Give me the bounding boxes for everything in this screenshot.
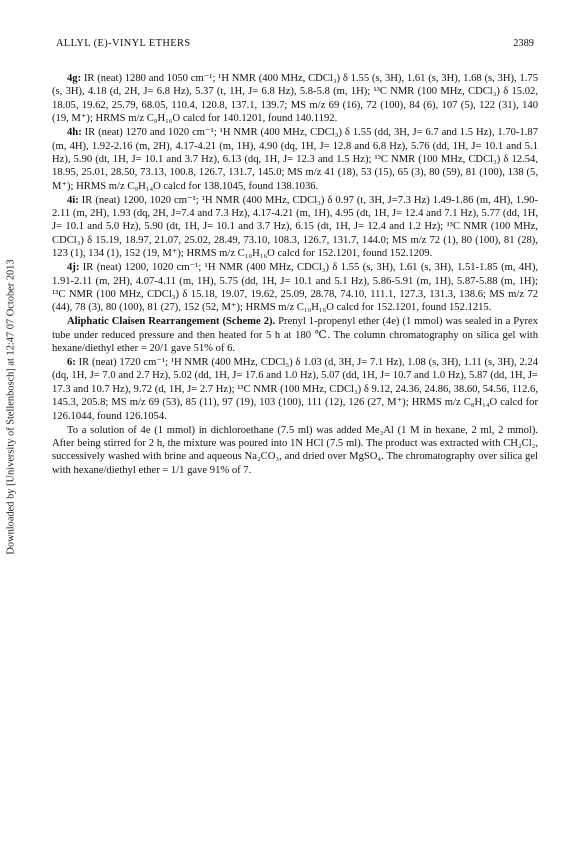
paragraph-text: Prenyl 1-propenyl ether (4e) (1 mmol) was sealed in a Pyrex tube under reduced pressure and then heated for 5 h at 180 ℃. The column chromatography on silica gel with hexane/diethyl ether = 20/1 gave 51% of 6. [52,316,538,355]
paragraph-4j [52,261,538,315]
paragraph-text: IR (neat) 1280 and 1050 cm⁻¹; ¹H NMR (400 MHz, CDCl₃) δ 1.55 (s, 3H), 1.61 (s, 3H), 1.68 (s, 3H), 1.75 (s, 3H), 4.18 (d, 2H, J= 6.8 Hz), 5.37 (t, 1H, J= 6.8 Hz), 5.8-5.8 (m, 1H); ¹³C NMR (100 MHz, CDCl₃) δ 15.02, 18.05, 19.62, 25.79, 68.05, 110.4, 120.8, 137.1, 139.7; MS m/z 69 (16), 72 (100), 84 (6), 107 (5), 122 (31), 140 (19, M⁺); HRMS m/z C₉H₁₆O calcd for 140.1201, found 140.1192. [52,73,538,125]
download-watermark-text: Downloaded by [University of Stellenbosch] at 12:47 07 October 2013 [5,259,17,555]
paragraph-4g [52,72,538,126]
paragraph-text: IR (neat) 1270 and 1020 cm⁻¹; ¹H NMR (400 MHz, CDCl₃) δ 1.55 (dd, 3H, J= 6.7 and 1.5 Hz), 1.70-1.87 (m, 4H), 1.92-2.16 (m, 2H), 4.17-4.21 (m, 1H), 4.90 (dq, 1H, J= 12.8 and 6.8 Hz), 5.76 (dd, 1H, J= 10.1 and 5.1 Hz), 5.90 (dt, 1H, J= 10.1 and 3.7 Hz), 6.13 (dq, 1H, J= 12.3 and 1.5 Hz); ¹³C NMR (100 MHz, CDCl₃) δ 12.54, 18.95, 25.01, 28.50, 73.13, 100.8, 126.7, 131.7, 145.0; MS m/z 41 (18), 53 (15), 65 (3), 80 (59), 81 (100), 138 (5, M⁺); HRMS m/z C₉H₁₄O calcd for 138.1045, found 138.1036. [52,127,538,192]
paragraph-text: To a solution of 4e (1 mmol) in dichloroethane (7.5 ml) was added Me₃Al (1 M in hexane, 2 ml, 2 mmol). After being stirred for 2 h, the mixture was poured into 1N HCl (7.5 ml). The product was extracted with CH₂Cl₂, successively washed with brine and aqueous Na₂CO₃, and dried over MgSO₄. The chromatography over silica gel with hexane/diethyl ether = 1/1 gave 91% of 7. [52,424,538,476]
paragraph-label: 6: [67,357,76,369]
download-watermark [4,96,18,718]
paragraph-text: IR (neat) 1200, 1020 cm⁻¹; ¹H NMR (400 MHz, CDCl₃) δ 1.55 (s, 3H), 1.61 (s, 3H), 1.51-1.85 (m, 4H), 1.91-2.11 (m, 2H), 4.07-4.11 (m, 1H), 5.75 (dd, 1H, J= 10.1 and 5.1 Hz), 5.86-5.91 (m, 1H), 5.87-5.88 (m, 1H); ¹³C NMR (100 MHz, CDCl₃) δ 15.18, 19.07, 19.62, 25.09, 28.78, 74.10, 111.1, 127.3, 131.3, 138.6; MS m/z 72 (44), 78 (3), 80 (100), 81 (27), 152 (52, M⁺); HRMS m/z C₁₀H₁₆O calcd for 152.1201, found 152.1215. [52,262,538,314]
running-title: ALLYL (E)-VINYL ETHERS [56,38,191,49]
paragraph-label: 4h: [67,127,82,139]
page-number: 2389 [513,38,534,49]
paragraph-label: 4j: [67,262,80,274]
paragraph-text: IR (neat) 1200, 1020 cm⁻¹; ¹H NMR (400 MHz, CDCl₃) δ 0.97 (t, 3H, J=7.3 Hz) 1.49-1.86 (m, 4H), 1.90-2.11 (m, 2H), 1.93 (dq, 2H, J=7.4 and 7.3 Hz), 4.17-4.21 (m, 1H), 4.95 (dt, 1H, J= 12.4 and 7.1 Hz), 5.77 (dd, 1H, J= 10.1 and 5.0 Hz), 5.90 (dt, 1H, J= 10.1 and 3.7 Hz), 6.15 (dt, 1H, J= 12.4 and 1.2 Hz); ¹³C NMR (100 MHz, CDCl₃) δ 15.19, 18.97, 21.07, 25.02, 28.49, 73.10, 108.3, 126.7, 131.7, 144.0; MS m/z 72 (1), 80 (100), 81 (28), 123 (1), 134 (1), 152 (19, M⁺); HRMS m/z C₁₀H₁₆O calcd for 152.1201, found 152.1209. [52,194,538,260]
article-body [52,72,538,478]
paragraph-text: IR (neat) 1720 cm⁻¹; ¹H NMR (400 MHz, CDCl₃) δ 1.03 (d, 3H, J= 7.1 Hz), 1.08 (s, 3H), 1.11 (s, 3H), 2.24 (dq, 1H, J= 7.0 and 2.7 Hz), 5.02 (dd, 1H, J= 17.6 and 1.0 Hz), 5.07 (dd, 1H, J= 10.7 and 1.0 Hz), 5.87 (dd, 1H, J= 17.3 and 10.7 Hz), 9.72 (d, 1H, J= 2.7 Hz); ¹³C NMR (100 MHz, CDCl₃) δ 9.12, 24.36, 24.86, 38.60, 54.56, 112.6, 145.3, 205.8; MS m/z 69 (53), 85 (11), 97 (19), 103 (100), 111 (12), 126 (27, M⁺); HRMS m/z C₈H₁₄O calcd for 126.1044, found 126.1054. [52,357,538,422]
section-heading: Aliphatic Claisen Rearrangement (Scheme 2). [67,316,276,328]
paragraph-claisen-rearrangement [52,315,538,355]
paragraph-label: 4i: [67,194,79,206]
paragraph-4h [52,126,538,193]
paragraph-6 [52,356,538,423]
paragraph-label: 4g: [67,73,82,84]
paragraph-procedure-7 [52,424,538,478]
paragraph-4i [52,194,538,261]
page-header [56,38,534,54]
